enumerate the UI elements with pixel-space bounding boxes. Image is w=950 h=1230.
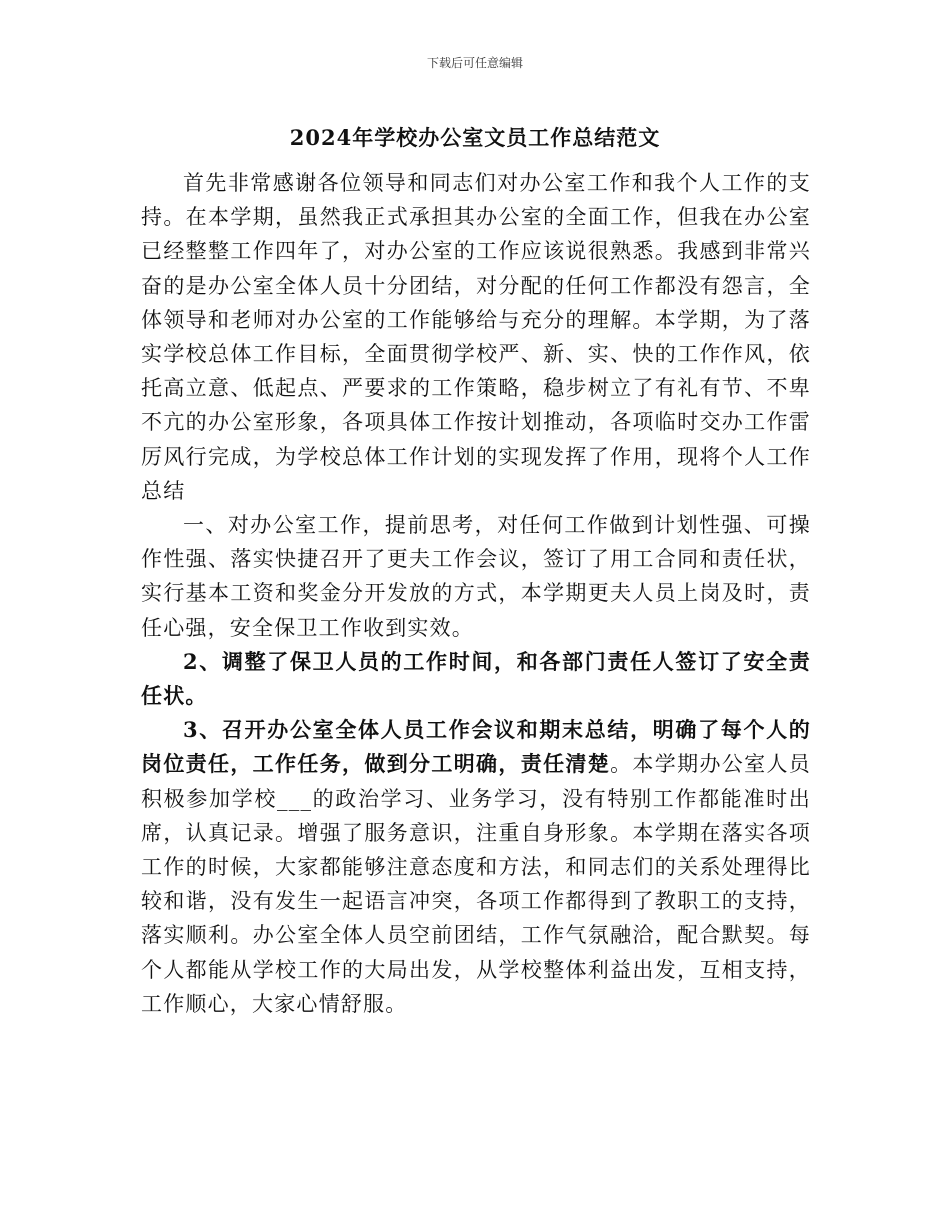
paragraph-item-three [141,713,811,1021]
document-title: 2024年学校办公室文员工作总结范文 [289,125,661,150]
paragraph-section-one: 一、对办公室工作，提前思考，对任何工作做到计划性强、可操作性强、落实快捷召开了更夫工作会议，签订了用工合同和责任状，实行基本工资和奖金分开发放的方式，本学期更夫人员上岗及时，责任心强，安全保卫工作收到实效。 [141,513,811,640]
paragraph-intro: 首先非常感谢各位领导和同志们对办公室工作和我个人工作的支持。在本学期，虽然我正式承担其办公室的全面工作，但我在办公室已经整整工作四年了，对办公室的工作应该说很熟悉。我感到非常兴奋的是办公室全体人员十分团结，对分配的任何工作都没有怨言，全体领导和老师对办公室的工作能够给与充分的理解。本学期，为了落实学校总体工作目标，全面贯彻学校严、新、实、快的工作作风，依托高立意、低起点、严要求的工作策略，稳步树立了有礼有节、不卑不亢的办公室形象，各项具体工作按计划推动，各项临时交办工作雷厉风行完成，为学校总体工作计划的实现发挥了作用，现将个人工作总结 [141,171,811,503]
paragraph-item-two: 2、调整了保卫人员的工作时间，和各部门责任人签订了安全责任状。 [141,648,811,709]
paragraph-item-three-body: 。本学期办公室人员积极参加学校___的政治学习、业务学习，没有特别工作都能准时出席，认真记录。增强了服务意识，注重自身形象。本学期在落实各项工作的时候，大家都能够注意态度和方法，和同志们的关系处理得比较和谐，没有发生一起语言冲突，各项工作都得到了教职工的支持，落实顺利。办公室全体人员空前团结，工作气氛融洽，配合默契。每个人都能从学校工作的大局出发，从学校整体利益出发，互相支持，工作顺心，大家心情舒服。 [141,752,811,1016]
paragraph-item-three-heading: 3、召开办公室全体人员工作会议和期末总结，明确了每个人的岗位责任，工作任务，做到分工明确，责任清楚 [141,717,811,777]
header-note: 下载后可任意编辑 [426,56,523,70]
document-body [141,166,811,1021]
